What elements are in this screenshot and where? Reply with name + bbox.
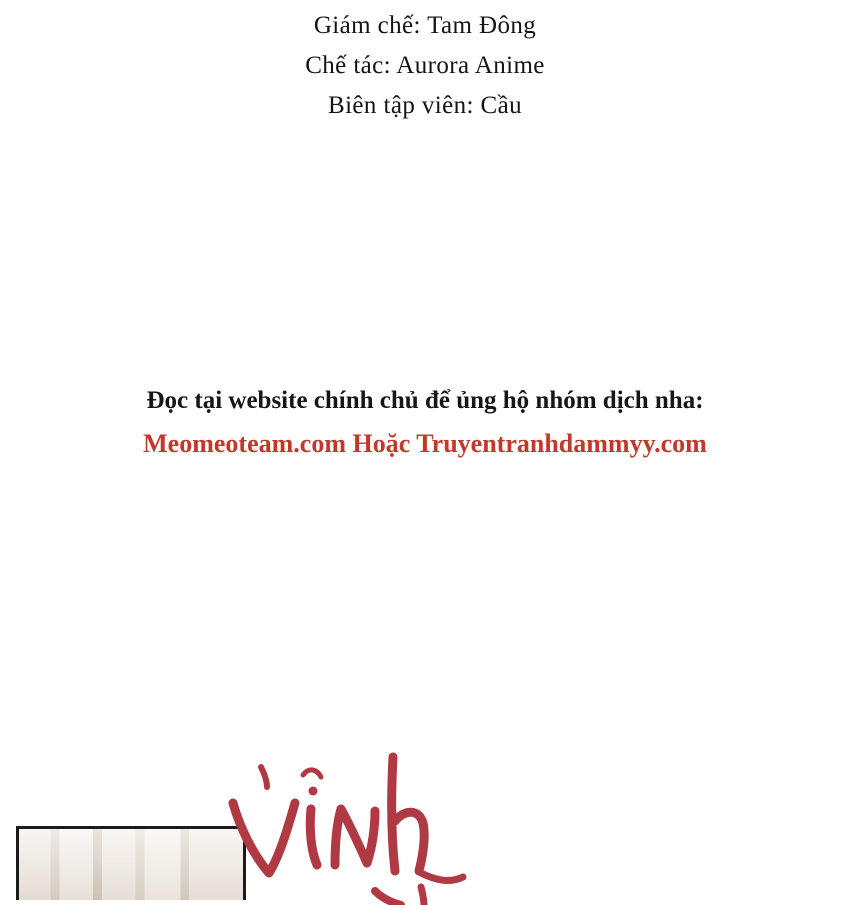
title-artwork (225, 705, 485, 900)
credit-line-supervisor: Giám chế: Tam Đông (313, 12, 537, 39)
promo-block (0, 380, 850, 466)
credit-line-editor: Biên tập viên: Cầu (328, 92, 522, 119)
credits-block (0, 0, 850, 126)
promo-message: Đọc tại website chính chủ để ủng hộ nhóm dịch nha: (146, 387, 704, 414)
panel-background-art (19, 829, 243, 900)
credit-line-production: Chế tác: Aurora Anime (305, 52, 545, 79)
comic-panel-fragment (16, 826, 246, 900)
promo-website-links[interactable]: Meomeoteam.com Hoặc Truyentranhdammyy.com (143, 429, 707, 458)
